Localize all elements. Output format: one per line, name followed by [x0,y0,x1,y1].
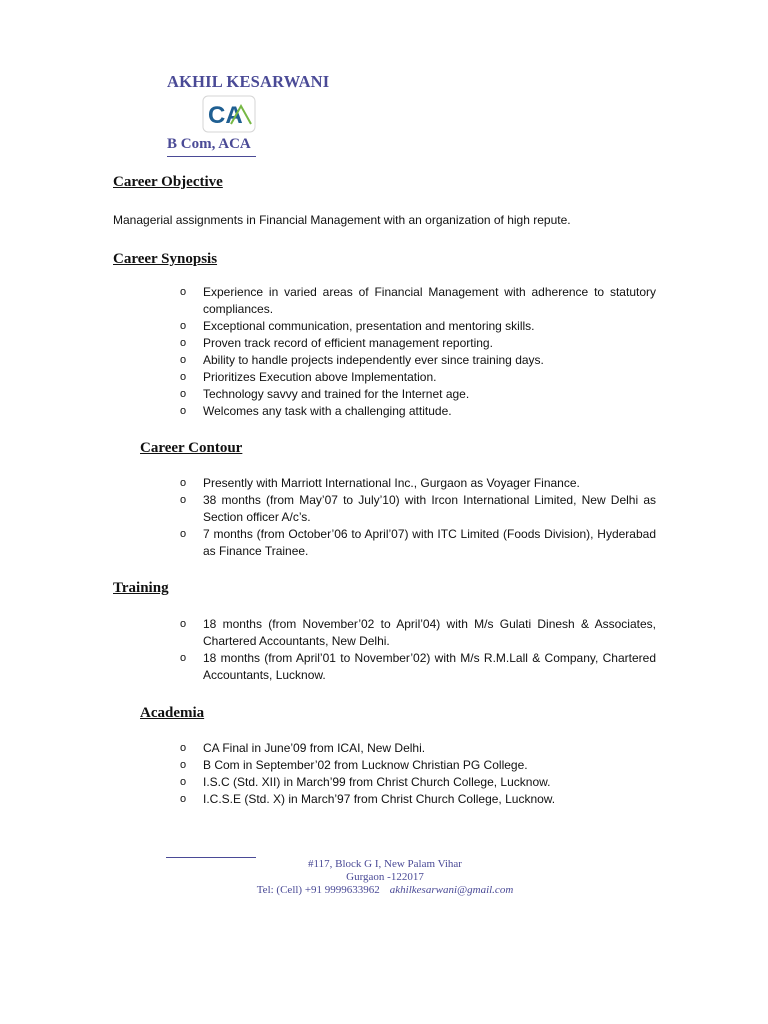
list-item: o Proven track record of efficient management reporting. [178,335,656,352]
address-line-1: #117, Block G I, New Palam Vihar [308,858,462,870]
list-item: o 7 months (from October’06 to April’07) with ITC Limited (Foods Division), Hyderabad as Finance Trainee. [178,526,656,560]
career-objective-text: Managerial assignments in Financial Management with an organization of high repute. [113,213,571,227]
academia-heading: Academia [140,705,205,721]
address-line-2: Gurgaon -122017 [346,871,424,883]
list-item: o Prioritizes Execution above Implementation. [178,369,656,386]
resume-name: AKHIL KESARWANI [167,72,330,91]
email-address: akhilkesarwani@gmail.com [389,884,514,896]
career-objective-heading: Career Objective [113,174,223,190]
list-item: o 38 months (from May’07 to July’10) with Ircon International Limited, New Delhi as Section officer A/c’s. [178,492,656,526]
list-item: o Technology savvy and trained for the Internet age. [178,386,656,403]
list-item: o Experience in varied areas of Financial Management with adherence to statutory compliances. [178,284,656,318]
qualifications: B Com, ACA [167,136,251,152]
training-heading: Training [113,580,169,596]
career-synopsis-heading: Career Synopsis [113,251,218,267]
list-item: o Ability to handle projects independently ever since training days. [178,352,656,369]
academia-list [178,740,656,808]
ca-logo-text: CA [208,102,243,129]
contact-line [200,884,570,897]
list-item: o I.C.S.E (Std. X) in March’97 from Christ Church College, Lucknow. [178,791,656,808]
list-item: o CA Final in June’09 from ICAI, New Delhi. [178,740,656,757]
list-item: o Welcomes any task with a challenging attitude. [178,403,656,420]
career-contour-list [178,475,656,560]
list-item: o Exceptional communication, presentation and mentoring skills. [178,318,656,335]
training-list [178,616,656,684]
qualifications-underline [167,156,256,157]
list-item: o B Com in September’02 from Lucknow Christian PG College. [178,757,656,774]
list-item: o 18 months (from November’02 to April’04) with M/s Gulati Dinesh & Associates, Chartered Accountants, New Delhi. [178,616,656,650]
career-synopsis-list [178,284,656,420]
phone-number: Tel: (Cell) +91 9999633962 [256,884,380,896]
list-item: o 18 months (from April’01 to November’02) with M/s R.M.Lall & Company, Chartered Accountants, Lucknow. [178,650,656,684]
ca-logo [201,94,257,134]
list-item: o I.S.C (Std. XII) in March’99 from Christ Church College, Lucknow. [178,774,656,791]
list-item: o Presently with Marriott International Inc., Gurgaon as Voyager Finance. [178,475,656,492]
career-contour-heading: Career Contour [140,440,243,456]
footer-address [200,858,570,897]
